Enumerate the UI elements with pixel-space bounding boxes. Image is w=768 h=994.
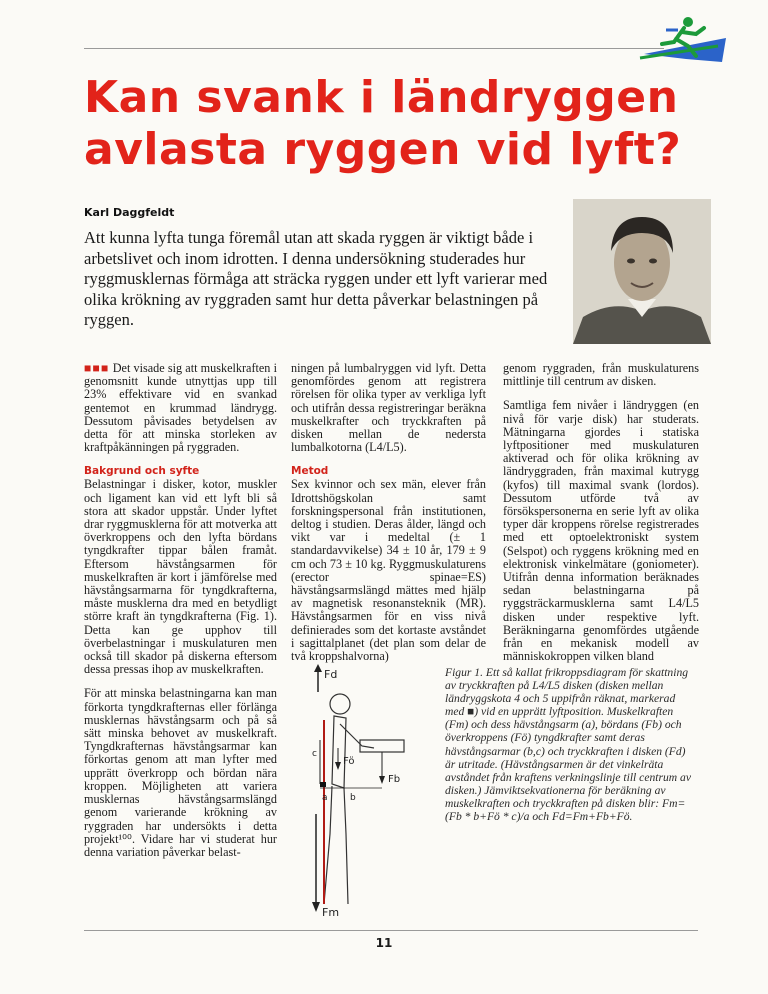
b-label: b bbox=[350, 793, 356, 803]
method-paragraph: Sex kvinnor och sex män, elever från Idrottshögskolan samt forskningspersonal från institutionen, deltog i studien. Deras ålder, längd och vikt var i medeltal (± 1 standardavvikelse) 34 ± 10 år, 179 ± 9 cm och 73 ± 10 kg. Ryggmuskulaturens (erector spinae=ES) hävstångsarmslängd mättes med hjälp av magnetisk resonansteknik (MR). Hävstångsarmen för en viss nivå definierades som det kortaste avståndet i sagittalplanet (det plan som delar de två kroppshalvorna) bbox=[291, 477, 486, 664]
free-body-diagram bbox=[300, 664, 418, 920]
background-paragraph-2: För att minska belastningarna kan man förkorta tyngdkrafternas eller förlänga musklernas hävstångsarm och på så sätt minska behovet av muskelkraft. Tyngdkrafternas hävstångsarmar kan förkortas genom att man lyfter med upprätt överkropp och bördan nära kroppen. Möjligheten att variera musklernas hävstångsarmslängd genom varierande krökning av ryggraden har undersökts i detta projekt¹⁰⁰. Vidare har vi studerat hur denna variation påverkar belast- bbox=[84, 686, 277, 859]
a-label: a bbox=[322, 793, 328, 803]
text-column-1 bbox=[84, 362, 277, 859]
intro-paragraph bbox=[84, 362, 277, 454]
title-line-2: avlasta ryggen vid lyft? bbox=[84, 124, 682, 175]
author-name: Karl Daggfeldt bbox=[84, 206, 175, 219]
fo-label: Fö bbox=[343, 756, 355, 767]
footer-rule bbox=[84, 930, 698, 931]
fm-label: Fm bbox=[322, 906, 340, 919]
header-rule bbox=[84, 48, 664, 49]
figure-caption: Figur 1. Ett så kallat frikroppsdiagram för skattning av tryckkraften på L4/L5 disken (disken mellan ländryggskota 4 och 5 uppifrån räknat, markerad med ■) vid en upprätt lyftposition. Muskelkraften (Fm) och dess hävstångsarm (a), bördans (Fb) och överkroppens (Fö) tyngdkrafter samt deras hävstångsarmar (b,c) och tryckkraften i disken (Fd) är utritade. (Hävstångsarmen är det vinkelräta avståndet från kraftens verkningslinje till centrum av disken.) Jämviktsekvationerna för beräkning av muskelkraften och tryckkraften på disken blir: Fm=(Fb * b+Fö * c)/a och Fd=Fm+Fb+Fö. bbox=[445, 666, 691, 824]
intro-text: Det visade sig att muskelkraften i genomsnitt kunde utnyttjas upp till 23% effektivare vid en svankad gentemot en krummad ländrygg. Dessutom påvisades betydelsen av detta för att minska storleken av kraftpåkänningen på ryggraden. bbox=[84, 361, 277, 455]
fd-label: Fd bbox=[324, 668, 338, 681]
heading-bakgrund: Bakgrund och syfte bbox=[84, 465, 200, 478]
title-line-1: Kan svank i ländryggen bbox=[84, 72, 679, 123]
author-photo bbox=[573, 199, 711, 344]
section-marker-icon: ■■■ bbox=[84, 361, 110, 375]
sport-logo-icon bbox=[626, 12, 730, 68]
continuation-paragraph-2: genom ryggraden, från muskulaturens mittlinje till centrum av disken. bbox=[503, 361, 699, 389]
heading-metod: Metod bbox=[291, 465, 329, 478]
text-column-3 bbox=[503, 362, 699, 663]
c-label: c bbox=[312, 749, 317, 759]
continuation-paragraph: ningen på lumbalryggen vid lyft. Detta genomfördes genom att registrera rörelsen för olika typer av verkliga lyft och utifrån dessa registreringar beräkna muskelkrafter och tryckkraften på disken mellan de nedersta lumbalkotorna (L4/L5). bbox=[291, 361, 486, 455]
background-paragraph: Belastningar i disker, kotor, muskler och ligament kan vid ett lyft bli så stora att skador uppstår. Under lyftet drar ryggmusklerna för att motverka att överkroppens och den lyfta bördans tyngdkrafter tippar bålen framåt. Eftersom hävstångsarmen för muskelkraften är kort i jämförelse med hävstångsarmarna för tyngdkrafterna, måste musklerna dra med en betydligt större kraft än tyngdkrafterna (Fig. 1). Detta kan ge upphov till överbelastningar i muskulaturen men också till skador på diskerna eftersom dessa pressas ihop av muskelkraften. bbox=[84, 477, 277, 677]
text-column-2 bbox=[291, 362, 486, 663]
method-paragraph-2: Samtliga fem nivåer i ländryggen (en nivå för varje disk) har studerats. Mätningarna gjordes i statiska lyftpositioner med muskulaturen aktiverad och för olika krökning av ländryggraden, från maximal kutrygg (kyfos) till maximal svank (lordos). Dessutom utförde två av försökspersonerna en serie lyft av olika typer där kroppens rörelse registrerades med ett optoelektroniskt system (Selspot) och ryggens krökning med en elektronisk vinkelmätare (goniometer). Utifrån denna information beräknades sedan belastningarna på ryggsträckarmusklerna samt L4/L5 disken under respektive lyft. Beräkningarna genomfördes utgående från en mekanisk modell av människokroppen vilken bland bbox=[503, 398, 699, 664]
fb-label: Fb bbox=[388, 774, 401, 785]
article-title bbox=[84, 72, 704, 176]
lead-paragraph: Att kunna lyfta tunga föremål utan att skada ryggen är viktigt både i arbetslivet och inom idrotten. I denna undersökning studerades hur ryggmusklernas förmåga att sträcka ryggen under ett lyft varierar med olika krökning av ryggraden samt hur detta påverkar belastningen på ryggen. bbox=[84, 228, 548, 329]
page-number: 11 bbox=[375, 936, 393, 950]
